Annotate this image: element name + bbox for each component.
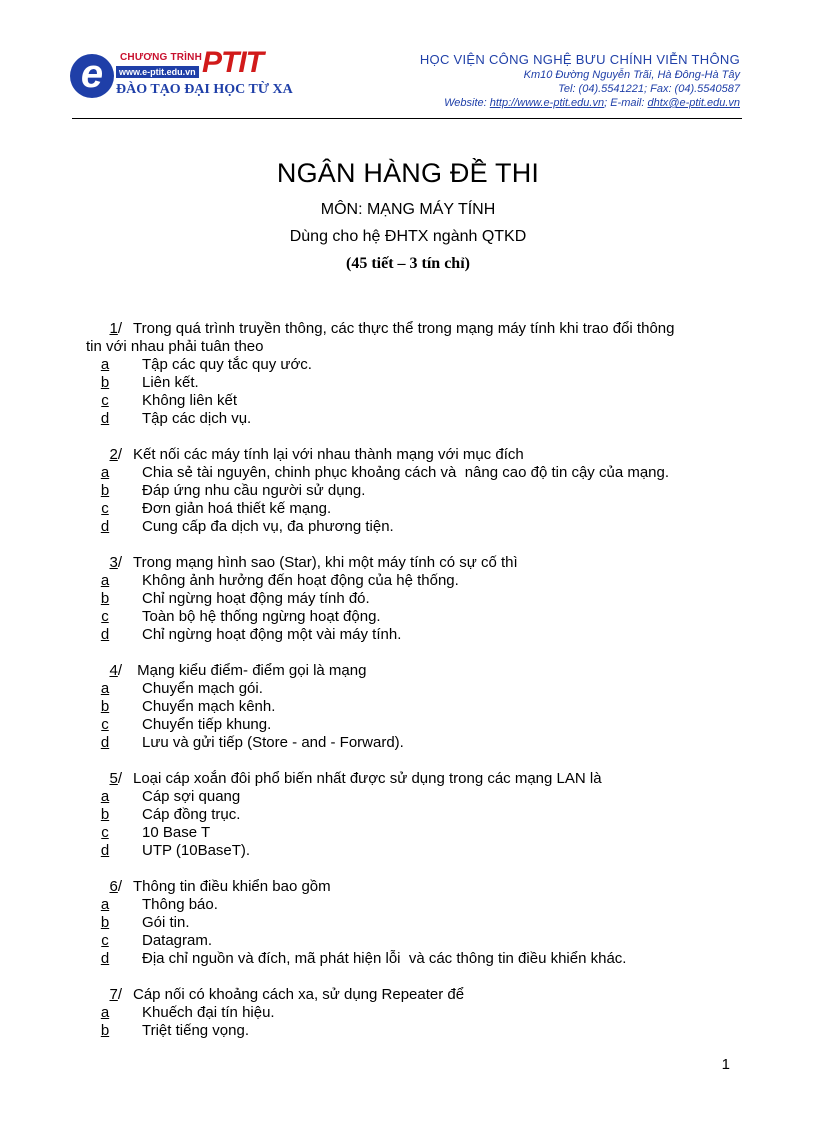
email-link[interactable]: dhtx@e-ptit.edu.vn <box>647 97 740 109</box>
question-text: Trong mạng hình sao (Star), khi một máy tính có sự cố thì <box>133 554 518 571</box>
question-7 <box>88 986 738 1040</box>
option-key: d <box>100 842 110 859</box>
answer-option-a[interactable] <box>88 896 738 914</box>
institute-name: HỌC VIỆN CÔNG NGHỆ BƯU CHÍNH VIỄN THÔNG <box>419 52 740 67</box>
option-key: c <box>101 932 109 949</box>
option-text: Tập các quy tắc quy ước. <box>142 356 312 373</box>
option-key: d <box>100 410 110 427</box>
option-text: Địa chỉ nguồn và đích, mã phát hiện lỗi và các thông tin điều khiển khác. <box>142 950 627 967</box>
question-header <box>88 554 738 572</box>
title-block <box>0 158 816 273</box>
question-number: 7/ <box>109 986 122 1003</box>
question-list <box>88 320 738 1058</box>
option-key: a <box>100 464 110 481</box>
answer-option-a[interactable] <box>88 464 738 482</box>
question-number-value: 6 <box>109 878 118 895</box>
header-divider <box>72 118 742 119</box>
option-key: b <box>100 1022 110 1039</box>
answer-option-a[interactable] <box>88 572 738 590</box>
option-key: b <box>100 482 110 499</box>
website-link[interactable]: http://www.e-ptit.edu.vn <box>489 97 605 109</box>
question-header <box>88 446 738 464</box>
question-number-value: 3 <box>109 554 118 571</box>
question-number-value: 7 <box>109 986 118 1003</box>
subject-line: MÔN: MẠNG MÁY TÍNH <box>320 201 496 218</box>
logo-program-text: CHƯƠNG TRÌNH <box>120 52 202 63</box>
answer-option-d[interactable] <box>88 734 738 752</box>
option-key: a <box>100 896 110 913</box>
option-text: Chỉ ngừng hoạt động máy tính đó. <box>142 590 370 607</box>
option-text: Không ảnh hưởng đến hoạt động của hệ thống. <box>142 572 459 589</box>
logo-e-mark: e <box>70 54 114 98</box>
question-6 <box>88 878 738 968</box>
option-key: c <box>101 608 109 625</box>
question-1 <box>88 320 738 428</box>
institute-info <box>420 52 740 109</box>
answer-option-d[interactable] <box>88 950 738 968</box>
page-number: 1 <box>721 1056 730 1073</box>
option-text: Cung cấp đa dịch vụ, đa phương tiện. <box>142 518 394 535</box>
answer-option-a[interactable] <box>88 788 738 806</box>
answer-option-b[interactable] <box>88 482 738 500</box>
option-key: b <box>100 590 110 607</box>
option-text: UTP (10BaseT). <box>142 842 251 859</box>
logo-website-text: www.e-ptit.edu.vn <box>116 66 199 78</box>
answer-option-b[interactable] <box>88 1022 738 1040</box>
logo-subtitle: ĐÀO TẠO ĐẠI HỌC TỪ XA <box>116 82 293 97</box>
question-text: Loại cáp xoắn đôi phổ biến nhất được sử dụng trong các mạng LAN là <box>133 770 602 787</box>
option-key: b <box>100 374 110 391</box>
institute-phone: Tel: (04).5541221; Fax: (04).5540587 <box>558 83 740 95</box>
option-text: Cáp sợi quang <box>142 788 241 805</box>
option-text: Triệt tiếng vọng. <box>142 1022 249 1039</box>
question-header <box>88 770 738 788</box>
website-label: Website: <box>444 97 490 109</box>
question-4 <box>88 662 738 752</box>
question-header <box>88 986 738 1004</box>
institute-contact <box>420 97 740 109</box>
answer-option-b[interactable] <box>88 806 738 824</box>
option-text: Đơn giản hoá thiết kế mạng. <box>142 500 332 517</box>
question-number-value: 5 <box>109 770 118 787</box>
answer-option-b[interactable] <box>88 698 738 716</box>
option-key: c <box>101 824 109 841</box>
option-key: c <box>101 716 109 733</box>
option-key: d <box>100 734 110 751</box>
option-key: a <box>100 1004 110 1021</box>
answer-option-c[interactable] <box>88 716 738 734</box>
option-text: Toàn bộ hệ thống ngừng hoạt động. <box>142 608 381 625</box>
option-key: d <box>100 518 110 535</box>
option-text: Liên kết. <box>142 374 199 391</box>
answer-option-c[interactable] <box>88 500 738 518</box>
credits-line: (45 tiết – 3 tín chỉ) <box>346 255 470 272</box>
option-text: Lưu và gửi tiếp (Store - and - Forward). <box>142 734 404 751</box>
question-number-value: 2 <box>109 446 118 463</box>
option-key: d <box>100 950 110 967</box>
audience-line: Dùng cho hệ ĐHTX ngành QTKD <box>289 228 527 245</box>
option-text: Tập các dịch vụ. <box>142 410 252 427</box>
answer-option-a[interactable] <box>88 356 738 374</box>
question-text: Cáp nối có khoảng cách xa, sử dụng Repeater để <box>133 986 465 1003</box>
question-text: Kết nối các máy tính lại với nhau thành mạng với mục đích <box>133 446 524 463</box>
question-header <box>88 662 738 680</box>
question-number: 6/ <box>109 878 122 895</box>
option-text: Thông báo. <box>142 896 218 913</box>
question-text: Trong quá trình truyền thông, các thực thể trong mạng máy tính khi trao đổi thông <box>133 320 675 337</box>
option-key: b <box>100 806 110 823</box>
answer-option-c[interactable] <box>88 824 738 842</box>
question-3 <box>88 554 738 644</box>
option-text: 10 Base T <box>142 824 211 841</box>
option-text: Datagram. <box>142 932 213 949</box>
option-text: Không liên kết <box>142 392 238 409</box>
option-key: c <box>101 500 109 517</box>
option-text: Khuếch đại tín hiệu. <box>142 1004 275 1021</box>
answer-option-c[interactable] <box>88 932 738 950</box>
question-number: 5/ <box>109 770 122 787</box>
option-key: a <box>100 356 110 373</box>
answer-option-b[interactable] <box>88 914 738 932</box>
answer-option-a[interactable] <box>88 680 738 698</box>
option-text: Chuyển mạch gói. <box>142 680 263 697</box>
answer-option-d[interactable] <box>88 518 738 536</box>
option-text: Gói tin. <box>142 914 190 931</box>
option-key: b <box>100 698 110 715</box>
document-title: NGÂN HÀNG ĐỀ THI <box>276 158 540 188</box>
question-number-value: 4 <box>109 662 118 679</box>
option-key: a <box>100 680 110 697</box>
answer-option-d[interactable] <box>88 410 738 428</box>
option-text: Chuyển mạch kênh. <box>142 698 276 715</box>
question-5 <box>88 770 738 860</box>
question-text-continuation: tin với nhau phải tuân theo <box>86 338 264 355</box>
logo-brand-text: PTIT <box>202 46 263 79</box>
question-number: 2/ <box>109 446 122 463</box>
option-text: Cáp đồng trục. <box>142 806 241 823</box>
answer-option-d[interactable] <box>88 626 738 644</box>
answer-option-b[interactable] <box>88 590 738 608</box>
option-key: c <box>101 392 109 409</box>
institute-address: Km10 Đường Nguyễn Trãi, Hà Đông-Hà Tây <box>523 69 740 81</box>
question-text: Thông tin điều khiển bao gồm <box>133 878 331 895</box>
question-text: Mạng kiểu điểm- điểm gọi là mạng <box>133 662 367 679</box>
option-key: b <box>100 914 110 931</box>
question-header <box>88 878 738 896</box>
email-label: ; E-mail: <box>604 97 648 109</box>
question-number-value: 1 <box>109 320 118 337</box>
option-key: a <box>100 572 110 589</box>
answer-option-d[interactable] <box>88 842 738 860</box>
option-text: Chuyển tiếp khung. <box>142 716 272 733</box>
question-number: 3/ <box>109 554 122 571</box>
option-text: Chia sẻ tài nguyên, chinh phục khoảng cách và nâng cao độ tin cậy của mạng. <box>142 464 670 481</box>
answer-option-c[interactable] <box>88 608 738 626</box>
answer-option-b[interactable] <box>88 374 738 392</box>
option-text: Đáp ứng nhu cầu người sử dụng. <box>142 482 366 499</box>
question-number: 1/ <box>109 320 122 337</box>
option-key: d <box>100 626 110 643</box>
option-key: a <box>100 788 110 805</box>
question-number: 4/ <box>109 662 122 679</box>
ptit-logo <box>70 46 293 100</box>
question-header <box>88 320 738 338</box>
answer-option-c[interactable] <box>88 392 738 410</box>
option-text: Chỉ ngừng hoạt động một vài máy tính. <box>142 626 402 643</box>
answer-option-a[interactable] <box>88 1004 738 1022</box>
question-2 <box>88 446 738 536</box>
